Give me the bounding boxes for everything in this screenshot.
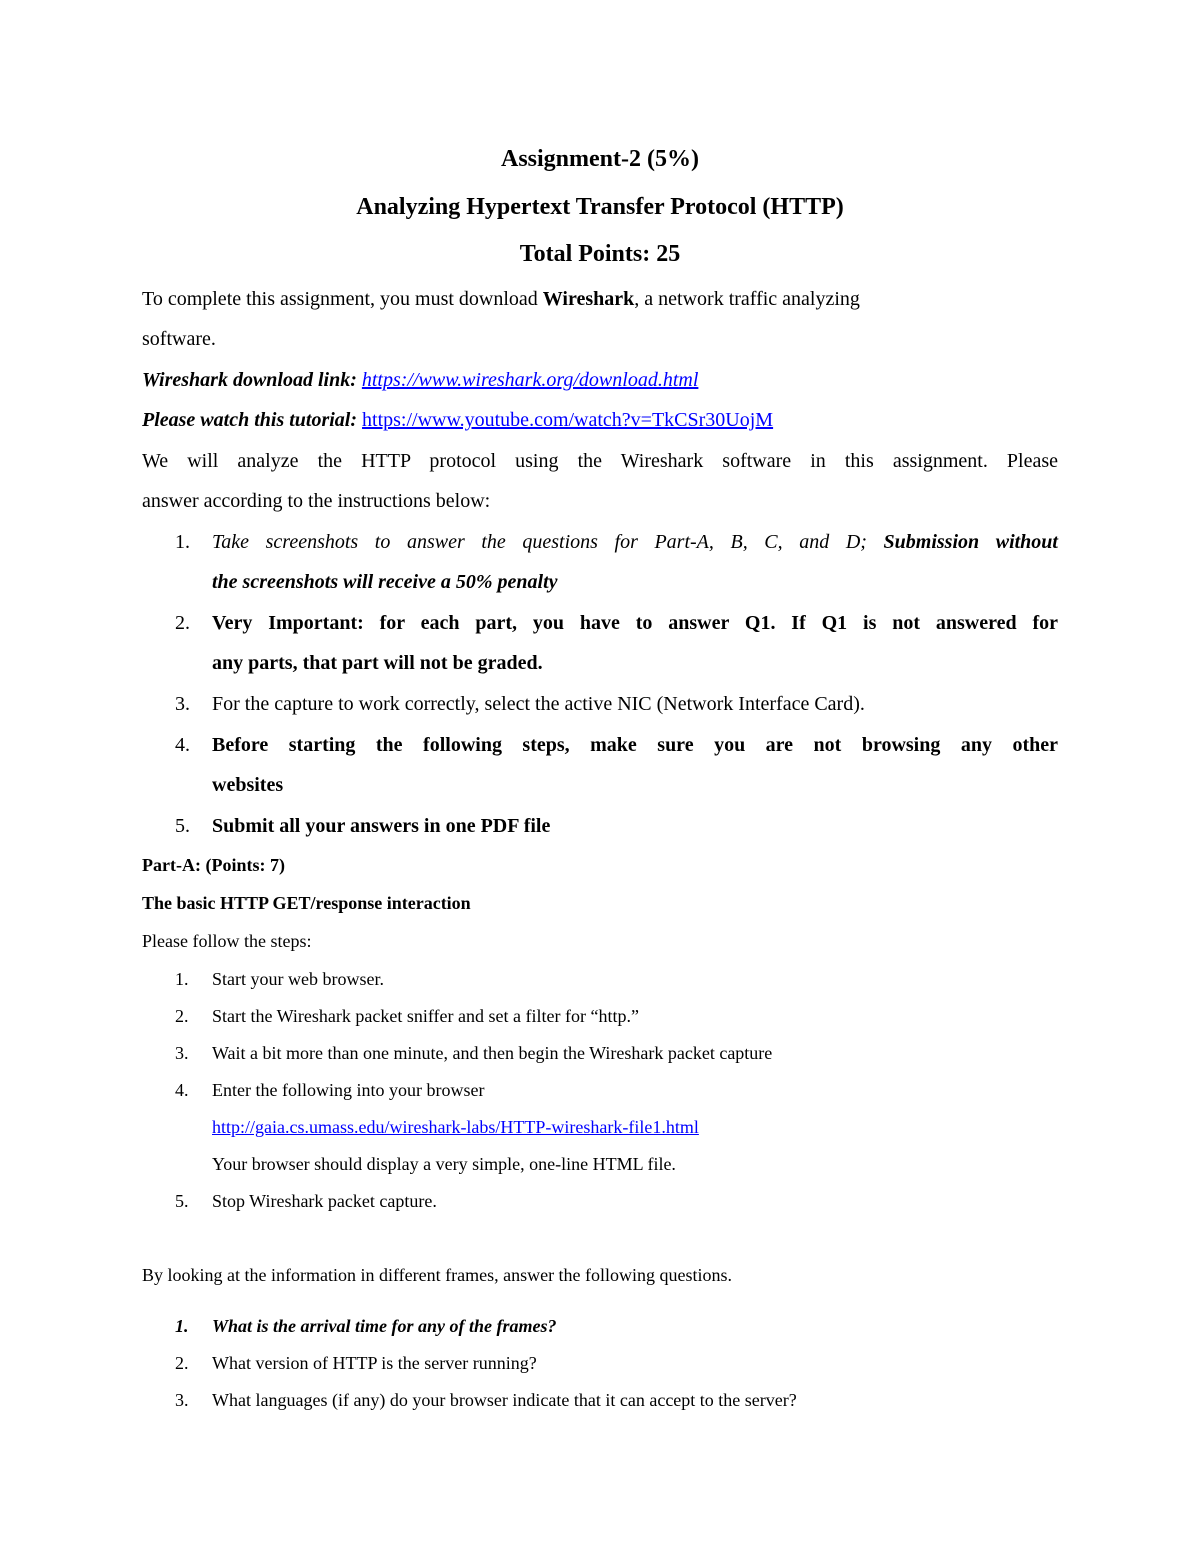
instruction-number: 5.	[175, 815, 190, 837]
instruction-number: 4.	[175, 734, 190, 756]
question-2: What version of HTTP is the server running?	[212, 1353, 537, 1373]
instruction-3: For the capture to work correctly, select the active NIC (Network Interface Card).	[212, 693, 865, 715]
step-2: Start the Wireshark packet sniffer and set a filter for “http.”	[212, 1006, 639, 1026]
assignment-title: Assignment-2 (5%)	[501, 146, 699, 172]
part-a-subheading: The basic HTTP GET/response interaction	[142, 893, 471, 913]
instruction-number: 1.	[175, 531, 190, 553]
intro-line-2: software.	[142, 328, 216, 350]
assignment-subtitle: Analyzing Hypertext Transfer Protocol (HTTP)	[356, 194, 844, 220]
intro-paragraph-line-2: answer according to the instructions below:	[142, 490, 491, 512]
questions-intro: By looking at the information in different frames, answer the following questions.	[142, 1265, 733, 1285]
intro-line-1	[142, 287, 860, 311]
question-number: 3.	[175, 1390, 189, 1410]
download-label: Wireshark download link:	[142, 369, 357, 391]
gaia-http-link[interactable]: http://gaia.cs.umass.edu/wireshark-labs/HTTP-wireshark-file1.html	[212, 1117, 699, 1137]
intro-paragraph-line-1: We will analyze the HTTP protocol using the Wireshark software in this assignment. Please	[142, 450, 1058, 472]
instruction-1-cont: the screenshots will receive a 50% penalty	[212, 571, 558, 593]
step-number: 2.	[175, 1006, 189, 1026]
instruction-1-italic: Take screenshots to answer the questions for Part-A, B, C, and D;	[212, 531, 884, 553]
step-number: 1.	[175, 969, 189, 989]
instruction-4: Before starting the following steps, make sure you are not browsing any other	[212, 734, 1058, 756]
question-number: 1.	[175, 1316, 189, 1336]
intro-text-a: To complete this assignment, you must download	[142, 288, 543, 310]
question-1: What is the arrival time for any of the frames?	[212, 1316, 557, 1336]
intro-text-c: , a network traffic analyzing	[634, 288, 860, 310]
step-4-note: Your browser should display a very simple, one-line HTML file.	[212, 1154, 676, 1174]
instruction-5: Submit all your answers in one PDF file	[212, 815, 551, 837]
step-4-url-line	[212, 1115, 699, 1139]
download-line	[142, 368, 698, 392]
total-points: Total Points: 25	[519, 241, 681, 267]
part-a-heading: Part-A: (Points: 7)	[142, 855, 285, 875]
steps-intro: Please follow the steps:	[142, 931, 312, 951]
step-number: 5.	[175, 1191, 189, 1211]
question-3: What languages (if any) do your browser indicate that it can accept to the server?	[212, 1390, 797, 1410]
tutorial-line	[142, 408, 773, 432]
tutorial-label: Please watch this tutorial:	[142, 409, 358, 431]
intro-wireshark: Wireshark	[542, 288, 635, 310]
instruction-2-cont: any parts, that part will not be graded.	[212, 652, 543, 674]
step-number: 4.	[175, 1080, 189, 1100]
instruction-4-cont: websites	[212, 774, 284, 796]
step-number: 3.	[175, 1043, 189, 1063]
download-link[interactable]: https://www.wireshark.org/download.html	[361, 369, 699, 391]
tutorial-link[interactable]: https://www.youtube.com/watch?v=TkCSr30UojM	[362, 409, 774, 431]
instruction-number: 3.	[175, 693, 190, 715]
step-1: Start your web browser.	[212, 969, 384, 989]
step-4: Enter the following into your browser	[212, 1080, 485, 1100]
step-5: Stop Wireshark packet capture.	[212, 1191, 437, 1211]
instruction-1	[212, 530, 1058, 554]
instruction-number: 2.	[175, 612, 190, 634]
question-number: 2.	[175, 1353, 189, 1373]
instruction-2: Very Important: for each part, you have to answer Q1. If Q1 is not answered for	[212, 612, 1058, 634]
instruction-1-bold: Submission without	[883, 531, 1058, 553]
step-3: Wait a bit more than one minute, and then begin the Wireshark packet capture	[212, 1043, 773, 1063]
